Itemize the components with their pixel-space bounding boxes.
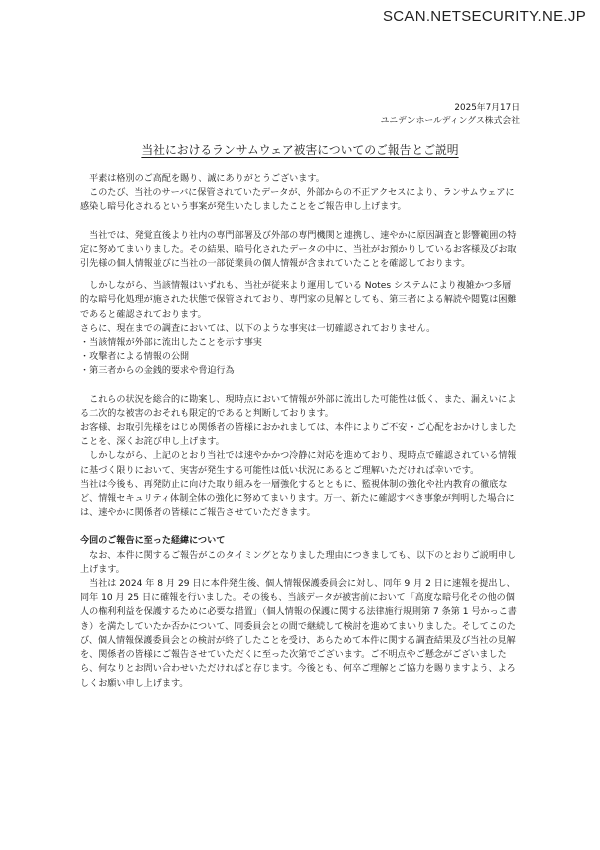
reassurance-paragraph: しかしながら、上記のとおり当社では速やかかつ冷静に対応を進めており、現時点で確認されている情報に基づく限りにおいて、実害が発生する可能性は低い状況にあるとご理解いただければ幸いです。 xyxy=(80,451,517,476)
encryption-paragraph: しかしながら、当該情報はいずれも、当社が従来より運用している Notes システムにより複雑かつ多層的な暗号化処理が施された状態で保管されており、専門家の見解としても、第三者による解読や閲覧は困難であると確認されております。 xyxy=(80,281,517,320)
timing-intro-paragraph: なお、本件に関するご報告がこのタイミングとなりました理由につきましても、以下のとおりご説明申し上げます。 xyxy=(80,550,517,575)
apology-paragraph: お客様、お取引先様をはじめ関係者の皆様におかれましては、本件によりご不安・ご心配をおかけしましたことを、深くお詫び申し上げます。 xyxy=(80,423,517,448)
findings-intro: さらに、現在までの調査においては、以下のような事実は一切確認されておりません。 xyxy=(80,323,436,334)
notice-document xyxy=(80,102,520,691)
findings-list xyxy=(80,336,520,379)
timeline-paragraph: 当社は 2024 年 8 月 29 日に本件発生後、個人情報保護委員会に対し、同年 9 月 2 日に速報を提出し、同年 10 月 25 日に確報を行いました。その後も、当該データが被害前において「高度な暗号化その他の個人の権利利益を保護するために必要な措置」（個人情報の保護に関する法律施行規則第 7 条第 1 号かっこ書き）を満たしていたか否かについて、同委員会との間で継続して検討を進めてまいりました。そしてこのたび、個人情報保護委員会との検討が終了したことを受け、あらためて本件に関する調査結果及び当社の見解を、関係者の皆様にご報告させていただくに至った次第でございます。ご不明点やご懸念がございましたら、何なりとお問い合わせいただければと存じます。今後とも、何卒ご理解とご協力を賜りますよう、よろしくお願い申し上げます。 xyxy=(80,579,517,689)
list-item: ・ 第三者からの金銭的要求や脅迫行為 xyxy=(80,364,520,378)
document-date: 2025年7月17日 xyxy=(454,103,520,113)
document-title: 当社におけるランサムウェア被害についてのご報告とご説明 xyxy=(141,143,459,157)
greeting-paragraph: 平素は格別のご高配を賜り、誠にありがとうございます。 xyxy=(89,174,325,184)
list-item: ・ 当該情報が外部に流出したことを示す事実 xyxy=(80,336,520,350)
prevention-paragraph: 当社は今後も、再発防止に向けた取り組みを一層強化するとともに、監視体制の強化や社内教育の徹底など、情報セキュリティ体制全体の強化に努めてまいります。万一、新たに確認すべき事象が判明した場合には、速やかに関係者の皆様にご報告させていただきます。 xyxy=(80,479,515,519)
site-watermark: SCAN.NETSECURITY.NE.JP xyxy=(382,8,586,25)
incident-paragraph: このたび、当社のサーバに保管されていたデータが、外部からの不正アクセスにより、ランサムウェアに感染し暗号化されるという事案が発生いたしましたことをご報告申し上げます。 xyxy=(80,188,515,213)
investigation-paragraph: 当社では、発覚直後より社内の専門部署及び外部の専門機関と連携し、速やかに原因調査と影響範囲の特定に努めてまいりました。その結果、暗号化されたデータの中に、当社がお預かりしているお客様及びお取引先様の個人情報並びに当社の一部従業員の個人情報が含まれていたことを確認しております。 xyxy=(80,230,517,270)
list-item: ・ 攻撃者による情報の公開 xyxy=(80,350,520,364)
company-name: ユニデンホールディングス株式会社 xyxy=(380,116,520,126)
section-heading: 今回のご報告に至った経緯について xyxy=(80,536,226,547)
assessment-paragraph: これらの状況を総合的に勘案し、現時点において情報が外部に流出した可能性は低く、また、漏えいによる二次的な被害のおそれも限定的であると判断しております。 xyxy=(80,394,517,419)
